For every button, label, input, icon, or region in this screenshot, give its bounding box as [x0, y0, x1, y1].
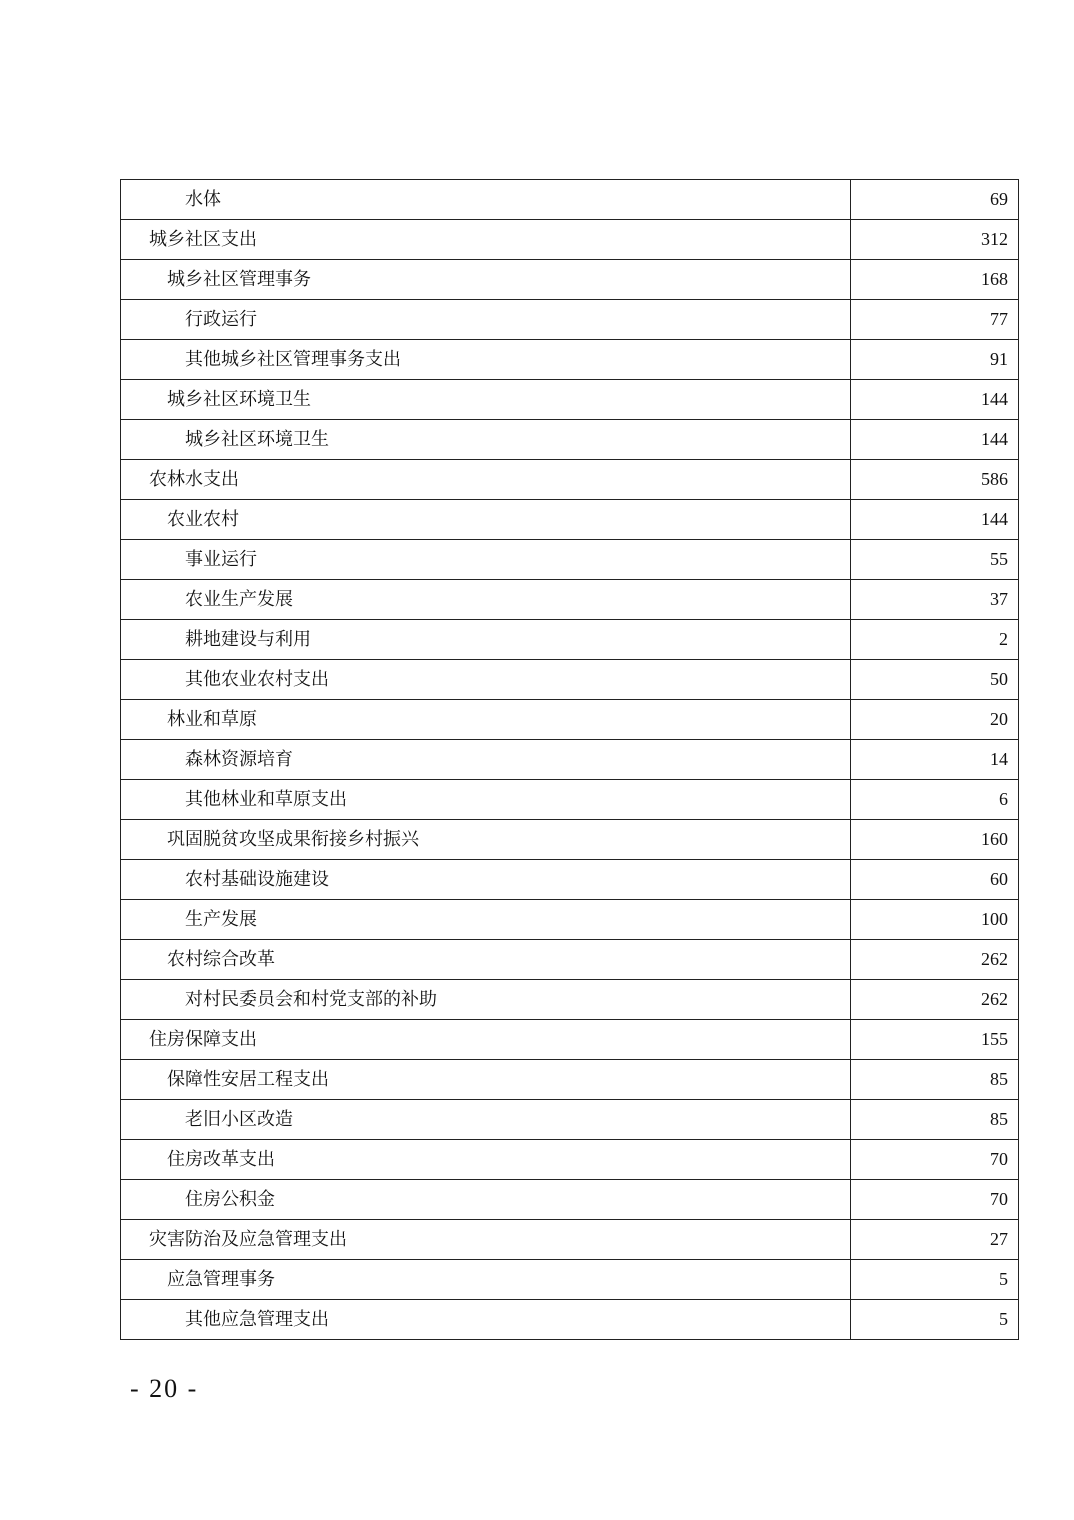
row-item-value: 586: [851, 460, 1019, 500]
table-row: [121, 1220, 1019, 1260]
row-item-name: 其他农业农村支出: [121, 660, 851, 700]
table-row: [121, 940, 1019, 980]
table-row: [121, 1020, 1019, 1060]
row-item-name: 生产发展: [121, 900, 851, 940]
row-item-value: 50: [851, 660, 1019, 700]
table-row: [121, 420, 1019, 460]
budget-table: [120, 179, 1019, 1340]
table-row: [121, 500, 1019, 540]
table-row: [121, 1060, 1019, 1100]
row-item-name: 事业运行: [121, 540, 851, 580]
table-row: [121, 180, 1019, 220]
row-item-name: 森林资源培育: [121, 740, 851, 780]
row-item-value: 262: [851, 940, 1019, 980]
row-item-name: 住房公积金: [121, 1180, 851, 1220]
row-item-value: 100: [851, 900, 1019, 940]
row-item-name: 灾害防治及应急管理支出: [121, 1220, 851, 1260]
row-item-value: 155: [851, 1020, 1019, 1060]
table-row: [121, 300, 1019, 340]
row-item-value: 5: [851, 1300, 1019, 1340]
table-row: [121, 340, 1019, 380]
row-item-name: 水体: [121, 180, 851, 220]
row-item-value: 20: [851, 700, 1019, 740]
table-row: [121, 260, 1019, 300]
row-item-value: 60: [851, 860, 1019, 900]
row-item-name: 农林水支出: [121, 460, 851, 500]
row-item-name: 保障性安居工程支出: [121, 1060, 851, 1100]
row-item-value: 37: [851, 580, 1019, 620]
row-item-value: 262: [851, 980, 1019, 1020]
row-item-value: 5: [851, 1260, 1019, 1300]
table-row: [121, 700, 1019, 740]
table-row: [121, 220, 1019, 260]
table-row: [121, 580, 1019, 620]
row-item-value: 6: [851, 780, 1019, 820]
table-row: [121, 780, 1019, 820]
row-item-value: 2: [851, 620, 1019, 660]
row-item-name: 城乡社区环境卫生: [121, 380, 851, 420]
row-item-name: 林业和草原: [121, 700, 851, 740]
row-item-name: 农业生产发展: [121, 580, 851, 620]
row-item-value: 312: [851, 220, 1019, 260]
row-item-value: 27: [851, 1220, 1019, 1260]
row-item-name: 城乡社区管理事务: [121, 260, 851, 300]
row-item-name: 其他林业和草原支出: [121, 780, 851, 820]
table-row: [121, 380, 1019, 420]
row-item-value: 70: [851, 1180, 1019, 1220]
page-number: - 20 -: [130, 1374, 199, 1403]
row-item-name: 巩固脱贫攻坚成果衔接乡村振兴: [121, 820, 851, 860]
row-item-value: 69: [851, 180, 1019, 220]
row-item-value: 91: [851, 340, 1019, 380]
table-row: [121, 460, 1019, 500]
row-item-name: 农村基础设施建设: [121, 860, 851, 900]
table-row: [121, 1180, 1019, 1220]
row-item-name: 其他城乡社区管理事务支出: [121, 340, 851, 380]
row-item-name: 老旧小区改造: [121, 1100, 851, 1140]
row-item-name: 其他应急管理支出: [121, 1300, 851, 1340]
table-row: [121, 860, 1019, 900]
row-item-name: 对村民委员会和村党支部的补助: [121, 980, 851, 1020]
row-item-value: 144: [851, 380, 1019, 420]
row-item-value: 144: [851, 500, 1019, 540]
row-item-name: 应急管理事务: [121, 1260, 851, 1300]
table-row: [121, 1140, 1019, 1180]
table-row: [121, 820, 1019, 860]
row-item-value: 85: [851, 1060, 1019, 1100]
row-item-value: 160: [851, 820, 1019, 860]
table-row: [121, 900, 1019, 940]
table-row: [121, 980, 1019, 1020]
row-item-value: 77: [851, 300, 1019, 340]
table-row: [121, 660, 1019, 700]
table-row: [121, 740, 1019, 780]
table-row: [121, 540, 1019, 580]
row-item-name: 农村综合改革: [121, 940, 851, 980]
table-row: [121, 620, 1019, 660]
row-item-name: 耕地建设与利用: [121, 620, 851, 660]
table-body: [121, 180, 1019, 1340]
row-item-value: 70: [851, 1140, 1019, 1180]
row-item-name: 城乡社区支出: [121, 220, 851, 260]
table-row: [121, 1260, 1019, 1300]
row-item-name: 农业农村: [121, 500, 851, 540]
row-item-value: 55: [851, 540, 1019, 580]
table-row: [121, 1300, 1019, 1340]
row-item-value: 85: [851, 1100, 1019, 1140]
row-item-value: 168: [851, 260, 1019, 300]
row-item-name: 住房保障支出: [121, 1020, 851, 1060]
row-item-name: 住房改革支出: [121, 1140, 851, 1180]
table-row: [121, 1100, 1019, 1140]
row-item-value: 14: [851, 740, 1019, 780]
row-item-name: 城乡社区环境卫生: [121, 420, 851, 460]
row-item-name: 行政运行: [121, 300, 851, 340]
row-item-value: 144: [851, 420, 1019, 460]
